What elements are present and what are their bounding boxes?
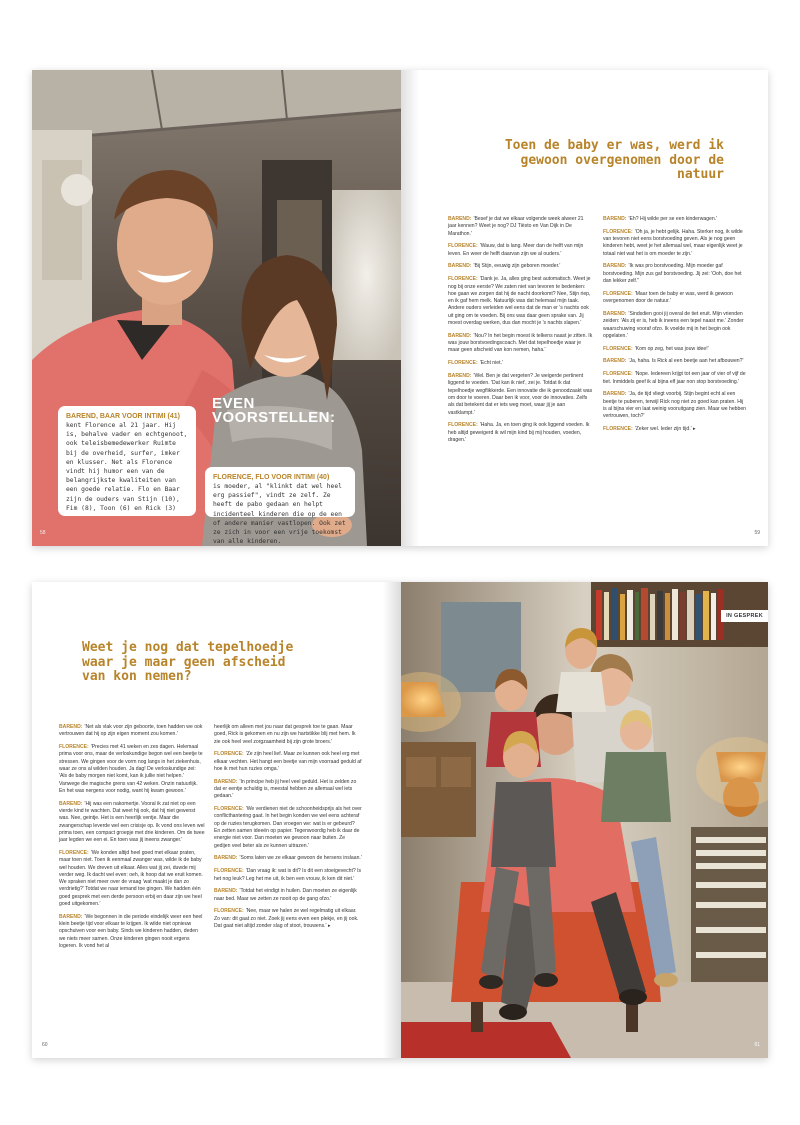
dialogue-paragraph [214, 806, 362, 850]
dialogue-paragraph [214, 779, 362, 801]
text-column-1 [448, 216, 593, 450]
text-column-2 [214, 724, 362, 936]
dialogue-text: 'Soms laten we ze elkaar gewoon de hersens inslaan.' [239, 855, 362, 862]
caption-barend-label: BAREND, BAAR VOOR INTIMI (41) [66, 413, 180, 420]
dialogue-text: 'We verdienen niet de schoonheidsprijs als het over conflicthantering gaat. In het begin konden we wel eens achteraf op de ruzies terugkomen. Dan vroegen we: wat is er gebeurd? En zetten samen ideeën op papier. Tegenwoordig heb ik daar de energie niet voor. Dan moeten we gewoon naar buiten. Ze gedijen veel beter als ze kunnen uitrazen.' [214, 806, 362, 849]
speaker-label: FLORENCE: [59, 744, 89, 751]
speaker-label: FLORENCE: [214, 806, 244, 813]
dialogue-paragraph [214, 888, 362, 903]
speaker-label: FLORENCE: [214, 751, 244, 758]
dialogue-text: 'Ja, haha. Is Rick al een beetje aan het afbouwen?' [628, 358, 744, 365]
speaker-label: BAREND: [603, 310, 627, 317]
page-number-60: 60 [42, 1042, 48, 1048]
dialogue-text: 'Zeker wel. Ieder zijn tijd.' ▸ [634, 426, 696, 433]
speaker-label: FLORENCE: [59, 849, 89, 856]
dialogue-paragraph [214, 724, 362, 746]
dialogue-paragraph [448, 216, 593, 238]
dialogue-text: 'Echt niet.' [479, 360, 503, 367]
dialogue-paragraph [603, 358, 748, 365]
dialogue-paragraph [448, 373, 593, 417]
caption-florence [205, 467, 355, 546]
couple-photo-page [32, 70, 401, 546]
dialogue-text: 'We begonnen in die periode eindelijk weer een heel klein beetje tijd voor elkaar te krijgen. Ik wilde niet opnieuw opschuiven voor een baby. Sinds we kinderen hadden, deden we niets meer samen. Onze kinderen gingen nooit ergens logeren. Ik vond het al [59, 913, 203, 950]
dialogue-text: 'Oh ja, je hebt gelijk. Haha. Sterker nog, ik wilde van tevoren niet eens borstvoeding geven. Als je nog geen kinderen hebt, weet je het allemaal wel, maar eigenlijk weet je totaal niet wat het is om moeder te zijn.' [603, 228, 743, 257]
dialogue-text: 'Nou? In het begin moest ik telkens naast je zitten. Ik was jouw borstvoedingscoach. Met dat tepelhoedje waar je maar geen afscheid van kon nemen, haha.' [448, 332, 593, 354]
dialogue-paragraph [603, 229, 748, 258]
dialogue-text: 'Ja, de tijd vliegt voorbij. Stijn begint echt al een beetje te puberen, terwijl Rick nog niet zo goed kan praten. Hij is al bijna vier en laat weinig vooruitgang zien. Maar we hebben vertrouwen, toch?' [603, 391, 746, 420]
dialogue-text: heerlijk om alleen met jou naar dat gesprek toe te gaan. Maar goed, Rick is gekomen en nu zijn we hartstikke blij met hem. Ik zie ook heel veel zorgzaamheid bij zijn grote broers.' [214, 724, 356, 745]
caption-florence-text: is moeder, al "klinkt dat wel heel erg passief", vindt ze zelf. Ze heeft de pabo gedaan en helpt incidenteel kinderen die op de een of andere manier vastlopen. Ook zet ze zich in voor een vrije toekomst van alle kinderen. [213, 483, 346, 546]
speaker-label: BAREND: [59, 913, 83, 920]
dialogue-text: 'We konden altijd heel goed met elkaar praten, maar toen niet. Toen ik eenmaal zwanger was, wilde ik de baby wel houden. We dreven uit elkaar. Alles wat jij zei, duwde mij verder weg. Ik dacht wel even: oeh, ik hoop dat we eruit komen. We spraken niet meer over de vraag 'wat maakt je dan zo verdrietig?' Totdat we naar iemand toe gingen. We hadden één goed gesprek met een derde persoon erbij en daar zijn we heel goed uitgekomen.' [59, 849, 203, 908]
speaker-label: BAREND: [448, 216, 472, 222]
speaker-label: BAREND: [448, 332, 472, 339]
dialogue-paragraph [214, 908, 362, 930]
intro-heading: EVEN VOORSTELLEN: [212, 395, 336, 426]
caption-barend-text: kent Florence al 21 jaar. Hij is, behalve vader en echtgenoot, ook teleisbemedewerker Ruimte bij de overheid, surfer, imker en klusser. Net als Florence vindt hij humor een van de belangrijkste kwaliteiten van een goede relatie. Flo en Baar zijn de ouders van Stijn (10), Fim (8), Toon (6) en Rick (3) [66, 422, 188, 512]
interview-text-page-60 [32, 582, 401, 1058]
speaker-label: FLORENCE: [603, 371, 633, 378]
dialogue-paragraph [603, 426, 748, 433]
speaker-label: BAREND: [448, 263, 472, 270]
dialogue-text: 'Hij was een nakomertje. Vooral ik zat niet op een vierde kind te wachten. Dat weet hij ook, dat hij niet gewenst was. Nee, geintje. Het is een heerlijk ventje. Maar die zwangerschap leverde wel een crisisje op. Ik vond ons leven wel prima toen, een compact groepje met drie kinderen. Om de twee jaar legden we een ei. En toen was jij ineens zwanger.' [59, 800, 205, 844]
speaker-label: BAREND: [603, 391, 627, 398]
dialogue-paragraph [59, 914, 205, 950]
dialogue-text: 'Dank je. Ja, alles ging best automatisch. Weet je nog bij onze eerste? We zaten niet van tevoren te bedenken: hoe gaan we zorgen dat hij de nacht doorkomt? Nee, Stijn riep, en ik gaf hem melk. Natuurlijk was dat helemaal mijn taak. Andere ouders verleiden wel eens dat de man er 's nachts ook uit ging om te voeden. Bij ons was daar geen sprake van. Jij moest overdag werken, dus dan mocht je 's nachts slapen.' [448, 276, 591, 327]
speaker-label: BAREND: [59, 800, 83, 807]
dialogue-paragraph [448, 360, 593, 367]
speaker-label: FLORENCE: [214, 868, 244, 875]
dialogue-paragraph [59, 850, 205, 908]
dialogue-paragraph [603, 346, 748, 353]
speaker-label: BAREND: [214, 888, 238, 895]
dialogue-paragraph [603, 311, 748, 340]
caption-florence-label: FLORENCE, FLO VOOR INTIMI (40) [213, 474, 330, 481]
dialogue-paragraph [214, 751, 362, 773]
interview-text-page-59 [401, 70, 768, 546]
dialogue-paragraph [603, 216, 748, 223]
dialogue-text: 'Besef je dat we elkaar volgende week alweer 21 jaar kennen? Weet je nog? DJ Tiësto en Van Dijk in De Marathon.' [448, 216, 584, 237]
speaker-label: FLORENCE: [448, 243, 478, 250]
speaker-label: BAREND: [214, 855, 238, 862]
dialogue-paragraph [448, 263, 593, 270]
magazine-spread-1 [32, 70, 768, 546]
dialogue-paragraph [448, 422, 593, 444]
dialogue-text: 'Wel. Ben je dat vergeten? Je weigerde pertinent liggend te voeden. 'Dat kan ik niet', zei je. Totdat ik dat tepelhoedje wegflikkerde. Een innovatie die ik genoodzaakt was om door te voeren. Daar ben ik voor, voor de innovaties. Zelfs als dat betekent dat er iets weg moet, waar jij je aan vastklampt.' [448, 373, 593, 416]
caption-barend [58, 406, 196, 516]
dialogue-text: 'Dan vraag ik: wat is dit? Is dit een stoeigevecht? Is het nog leuk? Leg het me uit, ik ben een vrouw, ik ken dit niet.' [214, 868, 362, 882]
dialogue-paragraph [59, 724, 205, 739]
page-number-61: 61 [754, 1042, 760, 1048]
section-tag: IN GESPREK [721, 610, 768, 622]
dialogue-text: 'Bij Stijn, eeuwig zijn geboren moeder.' [473, 263, 561, 270]
speaker-label: FLORENCE: [603, 290, 633, 297]
dialogue-text: 'Net als vlak voor zijn geboorte, toen hadden we ook vertrouwen dat hij op zijn eigen moment zou komen.' [59, 724, 203, 738]
speaker-label: FLORENCE: [603, 228, 633, 235]
speaker-label: FLORENCE: [603, 345, 633, 352]
speaker-label: FLORENCE: [448, 360, 478, 367]
dialogue-text: 'Ze zijn heel lief. Maar ze kunnen ook heel erg met elkaar vechten. Het hangt een beetje van mijn voorraad geduld af hoe ik met hun ruzies omga.' [214, 751, 362, 772]
page-gutter-shadow [383, 582, 401, 1058]
dialogue-paragraph [448, 276, 593, 327]
dialogue-text: 'Eh? Hij wilde per se een kinderwagen.' [628, 216, 718, 222]
speaker-label: FLORENCE: [448, 276, 478, 283]
speaker-label: FLORENCE: [448, 422, 478, 429]
dialogue-paragraph [214, 868, 362, 883]
dialogue-text: 'Nee, maar we halen ze wel regelmatig uit elkaar. Zo van: dit gaat zo niet. Zoek jij eens even een plekje, en jij ook. Dat gaat niet altijd zonder slag of stoot, trouwens.' ▸ [214, 908, 359, 930]
dialogue-text: 'Kom op zeg, het was jouw idee!' [634, 345, 709, 352]
speaker-label: BAREND: [59, 724, 83, 730]
headline: Toen de baby er was, werd ik gewoon overgenomen door de natuur [504, 138, 724, 182]
dialogue-paragraph [603, 391, 748, 420]
dialogue-paragraph [59, 801, 205, 845]
headline: Weet je nog dat tepelhoedje waar je maar geen afscheid van kon nemen? [82, 640, 294, 684]
dialogue-paragraph [59, 744, 205, 795]
speaker-label: FLORENCE: [603, 426, 633, 433]
dialogue-text: 'Ik was pro borstvoeding. Mijn moeder gaf borstvoeding. Mijn zus gaf borstvoeding. Jij zei: 'Ooh, doe het dan lekker zelf.'' [603, 263, 742, 285]
family-photo-page [401, 582, 768, 1058]
speaker-label: BAREND: [448, 373, 472, 380]
dialogue-paragraph [603, 263, 748, 285]
dialogue-text: 'Maar toen de baby er was, werd ik gewoon overgenomen door de natuur.' [603, 290, 733, 305]
dialogue-text: 'Totdat het eindigt in huilen. Dan moeten ze eigenlijk naar bed. Maar we zetten ze nooit op de gang ofzo.' [214, 888, 357, 902]
speaker-label: BAREND: [603, 263, 627, 270]
dialogue-text: 'Sindsdien gooi jij overal de tiet eruit. Mijn vrienden zeiden: 'Als zij er is, heb ik ineens een tepel naast me.' Zonder waarschuwing vooraf ofzo. Ik voelde mij in het begin ook opgelaten.' [603, 310, 744, 339]
text-column-1 [59, 724, 205, 956]
dialogue-paragraph [448, 333, 593, 355]
dialogue-paragraph [448, 243, 593, 258]
dialogue-text: 'In principe heb jij heel veel geduld. Het is zelden zo dat er eentje schuldig is, meestal hebben ze allemaal wel iets gedaan.' [214, 778, 357, 800]
speaker-label: BAREND: [603, 358, 627, 365]
magazine-spread-2 [32, 582, 768, 1058]
speaker-label: BAREND: [603, 216, 627, 222]
dialogue-paragraph [603, 291, 748, 306]
page-number-58: 58 [40, 530, 46, 536]
page-gutter-shadow [401, 70, 419, 546]
speaker-label: BAREND: [214, 778, 238, 785]
family-photo [401, 582, 768, 1058]
dialogue-paragraph [214, 855, 362, 862]
dialogue-paragraph [603, 371, 748, 386]
dialogue-text: 'Wauw, dat is lang. Meer dan de helft van mijn leven. En weer de helft daarvan zijn we al ouders.' [448, 243, 584, 257]
dialogue-text: 'Nope. Iedereen krijgt tot een jaar of vier of vijf de tiet. Inmiddels geef ik al bijna elf jaar non stop borstvoeding.' [603, 371, 746, 385]
dialogue-text: 'Haha. Ja, en toen ging ik ook liggend voeden. Ik heb altijd geweigerd ik wil mijn kind bij mij houden, voeden, dragen.' [448, 422, 590, 443]
page-number-59: 59 [754, 530, 760, 536]
text-column-2 [603, 216, 748, 439]
speaker-label: FLORENCE: [214, 908, 244, 915]
dialogue-text: 'Precies met 41 weken en zes dagen. Helemaal prima voor ons, maar de verloskundige begon wel een beetje te stressen. We gingen voor de vorm nog langs in het ziekenhuis, waar ze ons al wilden houden. Ja dag! De verloskundige zei: 'Als de baby morgen niet komt, kan ik jullie niet helpen.' Vanwege die magische grens van 42 weken. Onzin natuurlijk. En het was nergens voor nodig, want hij kwam gewoon.' [59, 744, 203, 794]
